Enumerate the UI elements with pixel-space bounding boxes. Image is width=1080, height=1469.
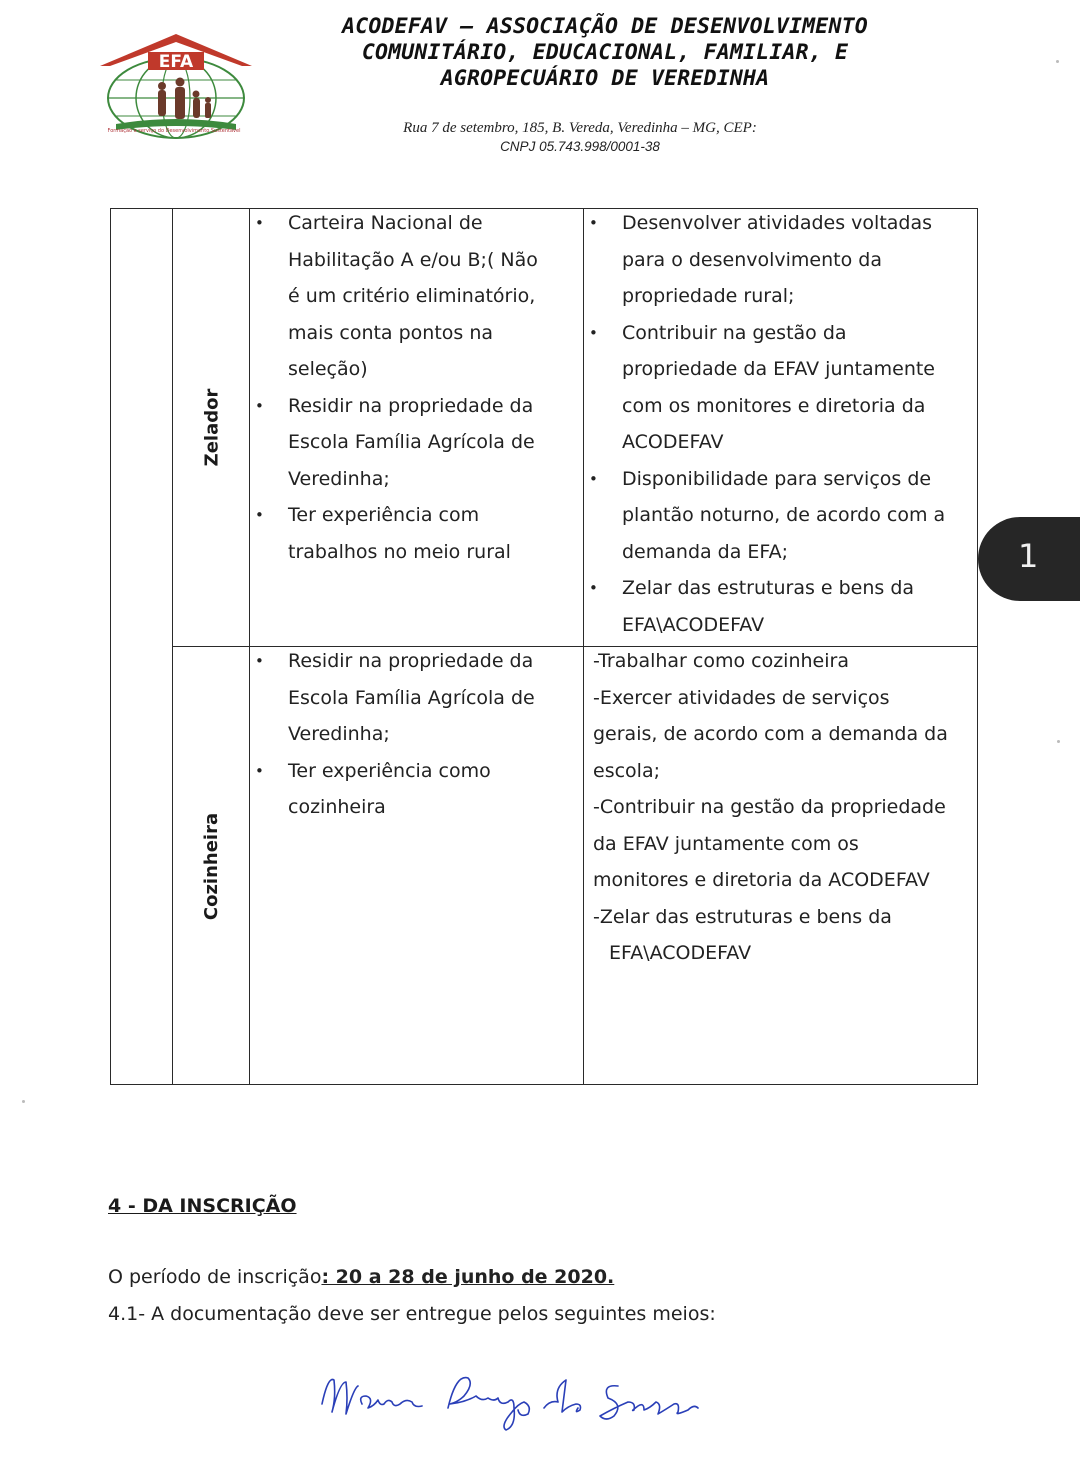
list-item: • Ter experiência com trabalhos no meio rural [251,497,581,570]
cozinheira-duties [593,643,975,972]
list-item: • Residir na propriedade da Escola Família Agrícola de Veredinha; [251,388,581,498]
handwritten-signature [318,1368,713,1434]
scan-speck [22,1100,25,1103]
list-item: • Carteira Nacional de Habilitação A e/ou B;( Não é um critério eliminatório, mais conta pontos na seleção) [251,205,581,388]
duty-line: -Exercer atividades de serviços [593,686,890,709]
role-label-zelador: Zelador [201,388,223,467]
duty-line: -Trabalhar como cozinheira [593,650,849,672]
list-item: • Zelar das estruturas e bens da EFA\ACODEFAV [585,570,977,643]
period-label: O período de inscrição [108,1266,322,1288]
zelador-requirements [251,205,581,570]
scan-speck [1057,740,1060,743]
org-title-line: AGROPECUÁRIO DE VEREDINHA [440,66,770,91]
scan-speck [1056,60,1059,63]
job-table [110,208,978,1085]
logo-text: EFA [158,52,194,72]
documentation-line: 4.1- A documentação deve ser entregue pelos seguintes meios: [108,1303,716,1325]
address: Rua 7 de setembro, 185, B. Vereda, Veredinha – MG, CEP: [403,120,757,136]
org-title-line: COMUNITÁRIO, EDUCACIONAL, FAMILIAR, E [361,40,849,65]
list-item: • Ter experiência como cozinheira [251,753,581,826]
cnpj: CNPJ 05.743.998/0001-38 [500,139,660,154]
registration-period [108,1266,614,1288]
period-value: : 20 a 28 de junho de 2020. [321,1266,615,1288]
duty-line: -Zelar das estruturas e bens da [593,905,892,928]
duty-line: da EFAV juntamente com os [593,832,859,855]
duty-line: -Contribuir na gestão da propriedade [593,796,946,818]
org-title-line: ACODEFAV – ASSOCIAÇÃO DE DESENVOLVIMENTO [342,14,868,39]
role-label-cozinheira: Cozinheira [201,812,223,920]
page-number: 1 [1018,537,1039,575]
duty-line: gerais, de acordo com a demanda da [593,723,948,745]
zelador-duties [585,205,977,643]
list-item: • Desenvolver atividades voltadas para o desenvolvimento da propriedade rural; [585,205,977,315]
duty-line: escola; [593,759,660,782]
cozinheira-requirements [251,643,581,826]
logo-tagline: Formação a serviço do Desenvolvimento Sustentável [107,128,241,134]
section-heading: 4 - DA INSCRIÇÃO [108,1195,297,1217]
duty-line: monitores e diretoria da ACODEFAV [593,869,930,891]
duty-line: EFA\ACODEFAV [609,942,752,964]
list-item: • Disponibilidade para serviços de plantão noturno, de acordo com a demanda da EFA; [585,461,977,571]
list-item: • Contribuir na gestão da propriedade da EFAV juntamente com os monitores e diretoria da ACODEFAV [585,315,977,461]
list-item: • Residir na propriedade da Escola Família Agrícola de Veredinha; [251,643,581,753]
organization-title [250,14,960,92]
page-indicator-badge[interactable] [978,517,1080,601]
